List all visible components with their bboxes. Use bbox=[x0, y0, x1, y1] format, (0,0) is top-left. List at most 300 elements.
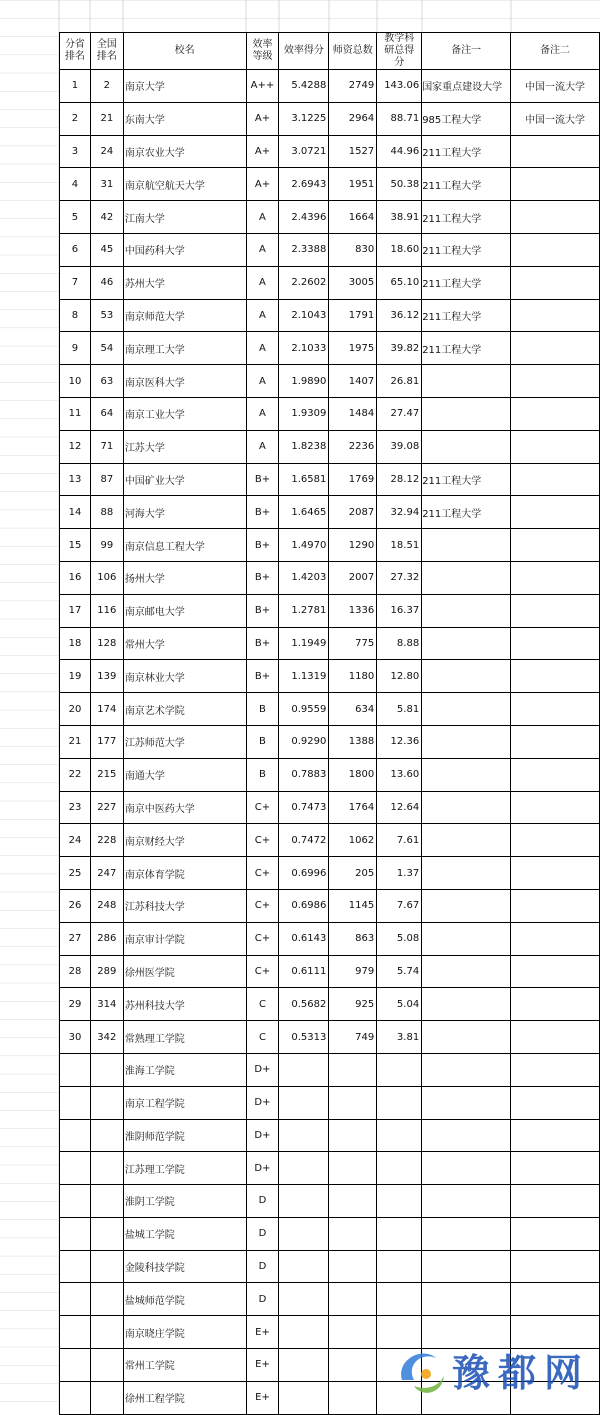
cell-grade[interactable]: A+ bbox=[246, 135, 279, 168]
cell-note2[interactable] bbox=[511, 955, 600, 988]
cell-school[interactable]: 江苏师范大学 bbox=[123, 725, 246, 758]
header-school[interactable]: 校名 bbox=[123, 33, 246, 70]
cell-prov-rank[interactable]: 24 bbox=[60, 824, 91, 857]
cell-note1[interactable] bbox=[422, 561, 511, 594]
cell-eff[interactable] bbox=[279, 1119, 329, 1152]
cell-eff[interactable]: 1.9890 bbox=[279, 365, 329, 398]
header-note2[interactable]: 备注二 bbox=[511, 33, 600, 70]
cell-eff[interactable]: 1.8238 bbox=[279, 430, 329, 463]
cell-staff[interactable]: 830 bbox=[329, 233, 377, 266]
cell-grade[interactable]: E+ bbox=[246, 1349, 279, 1382]
cell-research[interactable]: 18.51 bbox=[377, 529, 422, 562]
cell-grade[interactable]: C+ bbox=[246, 857, 279, 890]
cell-grade[interactable]: B bbox=[246, 693, 279, 726]
cell-prov-rank[interactable] bbox=[60, 1152, 91, 1185]
cell-eff[interactable] bbox=[279, 1349, 329, 1382]
cell-eff[interactable]: 1.1319 bbox=[279, 660, 329, 693]
header-grade[interactable]: 效率等级 bbox=[246, 33, 279, 70]
cell-research[interactable]: 5.74 bbox=[377, 955, 422, 988]
cell-staff[interactable]: 1527 bbox=[329, 135, 377, 168]
cell-prov-rank[interactable]: 2 bbox=[60, 102, 91, 135]
cell-nat-rank[interactable]: 24 bbox=[90, 135, 123, 168]
cell-note2[interactable] bbox=[511, 824, 600, 857]
cell-research[interactable]: 44.96 bbox=[377, 135, 422, 168]
cell-grade[interactable]: A+ bbox=[246, 102, 279, 135]
cell-grade[interactable]: C+ bbox=[246, 889, 279, 922]
cell-research[interactable]: 12.64 bbox=[377, 791, 422, 824]
cell-staff[interactable]: 863 bbox=[329, 922, 377, 955]
cell-school[interactable]: 河海大学 bbox=[123, 496, 246, 529]
cell-note2[interactable] bbox=[511, 1053, 600, 1086]
cell-staff[interactable] bbox=[329, 1283, 377, 1316]
cell-research[interactable]: 88.71 bbox=[377, 102, 422, 135]
cell-research[interactable]: 39.08 bbox=[377, 430, 422, 463]
cell-nat-rank[interactable]: 247 bbox=[90, 857, 123, 890]
cell-grade[interactable]: C+ bbox=[246, 955, 279, 988]
cell-note2[interactable] bbox=[511, 660, 600, 693]
cell-nat-rank[interactable]: 88 bbox=[90, 496, 123, 529]
cell-nat-rank[interactable]: 314 bbox=[90, 988, 123, 1021]
header-research[interactable]: 教学科研总得分 bbox=[377, 33, 422, 70]
cell-nat-rank[interactable]: 21 bbox=[90, 102, 123, 135]
cell-note1[interactable] bbox=[422, 922, 511, 955]
cell-staff[interactable]: 2749 bbox=[329, 70, 377, 103]
cell-staff[interactable]: 2236 bbox=[329, 430, 377, 463]
cell-staff[interactable]: 1664 bbox=[329, 201, 377, 234]
cell-nat-rank[interactable]: 342 bbox=[90, 1021, 123, 1054]
cell-note1[interactable] bbox=[422, 955, 511, 988]
cell-note1[interactable] bbox=[422, 627, 511, 660]
cell-note1[interactable]: 211工程大学 bbox=[422, 266, 511, 299]
cell-note2[interactable] bbox=[511, 1086, 600, 1119]
cell-note1[interactable] bbox=[422, 1217, 511, 1250]
cell-prov-rank[interactable]: 16 bbox=[60, 561, 91, 594]
cell-staff[interactable]: 2087 bbox=[329, 496, 377, 529]
cell-school[interactable]: 南京财经大学 bbox=[123, 824, 246, 857]
cell-note1[interactable] bbox=[422, 1250, 511, 1283]
cell-grade[interactable]: B+ bbox=[246, 627, 279, 660]
cell-note2[interactable] bbox=[511, 857, 600, 890]
cell-staff[interactable] bbox=[329, 1381, 377, 1414]
cell-staff[interactable] bbox=[329, 1152, 377, 1185]
cell-grade[interactable]: D bbox=[246, 1217, 279, 1250]
cell-eff[interactable]: 1.9309 bbox=[279, 397, 329, 430]
cell-nat-rank[interactable] bbox=[90, 1250, 123, 1283]
cell-note2[interactable] bbox=[511, 1185, 600, 1218]
cell-nat-rank[interactable]: 2 bbox=[90, 70, 123, 103]
cell-eff[interactable]: 0.6111 bbox=[279, 955, 329, 988]
cell-staff[interactable]: 1769 bbox=[329, 463, 377, 496]
cell-note2[interactable] bbox=[511, 988, 600, 1021]
cell-staff[interactable]: 1145 bbox=[329, 889, 377, 922]
cell-note1[interactable] bbox=[422, 365, 511, 398]
cell-grade[interactable]: D+ bbox=[246, 1086, 279, 1119]
cell-grade[interactable]: D+ bbox=[246, 1053, 279, 1086]
cell-note2[interactable] bbox=[511, 791, 600, 824]
cell-research[interactable]: 5.81 bbox=[377, 693, 422, 726]
cell-eff[interactable]: 3.0721 bbox=[279, 135, 329, 168]
cell-nat-rank[interactable]: 42 bbox=[90, 201, 123, 234]
header-eff[interactable]: 效率得分 bbox=[279, 33, 329, 70]
cell-school[interactable]: 常州大学 bbox=[123, 627, 246, 660]
cell-grade[interactable]: B bbox=[246, 725, 279, 758]
cell-eff[interactable] bbox=[279, 1217, 329, 1250]
cell-eff[interactable]: 1.4203 bbox=[279, 561, 329, 594]
cell-research[interactable]: 12.80 bbox=[377, 660, 422, 693]
cell-school[interactable]: 江苏大学 bbox=[123, 430, 246, 463]
cell-prov-rank[interactable]: 3 bbox=[60, 135, 91, 168]
cell-grade[interactable]: C+ bbox=[246, 922, 279, 955]
cell-prov-rank[interactable]: 21 bbox=[60, 725, 91, 758]
cell-note1[interactable] bbox=[422, 1152, 511, 1185]
cell-nat-rank[interactable] bbox=[90, 1119, 123, 1152]
cell-prov-rank[interactable]: 13 bbox=[60, 463, 91, 496]
cell-staff[interactable] bbox=[329, 1250, 377, 1283]
cell-nat-rank[interactable]: 248 bbox=[90, 889, 123, 922]
cell-eff[interactable]: 2.2602 bbox=[279, 266, 329, 299]
cell-research[interactable] bbox=[377, 1086, 422, 1119]
cell-grade[interactable]: C bbox=[246, 988, 279, 1021]
cell-eff[interactable]: 1.2781 bbox=[279, 594, 329, 627]
cell-prov-rank[interactable]: 20 bbox=[60, 693, 91, 726]
cell-research[interactable]: 50.38 bbox=[377, 168, 422, 201]
cell-staff[interactable] bbox=[329, 1185, 377, 1218]
cell-staff[interactable]: 1800 bbox=[329, 758, 377, 791]
cell-research[interactable]: 5.04 bbox=[377, 988, 422, 1021]
cell-prov-rank[interactable]: 5 bbox=[60, 201, 91, 234]
cell-prov-rank[interactable]: 22 bbox=[60, 758, 91, 791]
cell-note1[interactable] bbox=[422, 988, 511, 1021]
cell-note1[interactable]: 211工程大学 bbox=[422, 332, 511, 365]
cell-nat-rank[interactable]: 128 bbox=[90, 627, 123, 660]
cell-grade[interactable]: A bbox=[246, 299, 279, 332]
cell-school[interactable]: 盐城工学院 bbox=[123, 1217, 246, 1250]
cell-eff[interactable]: 5.4288 bbox=[279, 70, 329, 103]
cell-eff[interactable]: 0.6143 bbox=[279, 922, 329, 955]
cell-grade[interactable]: B+ bbox=[246, 561, 279, 594]
cell-grade[interactable]: E+ bbox=[246, 1381, 279, 1414]
cell-grade[interactable]: A+ bbox=[246, 168, 279, 201]
cell-nat-rank[interactable]: 63 bbox=[90, 365, 123, 398]
cell-grade[interactable]: D+ bbox=[246, 1152, 279, 1185]
cell-prov-rank[interactable]: 17 bbox=[60, 594, 91, 627]
cell-school[interactable]: 淮海工学院 bbox=[123, 1053, 246, 1086]
cell-staff[interactable]: 3005 bbox=[329, 266, 377, 299]
cell-nat-rank[interactable] bbox=[90, 1316, 123, 1349]
cell-school[interactable]: 南京大学 bbox=[123, 70, 246, 103]
cell-school[interactable]: 南京医科大学 bbox=[123, 365, 246, 398]
cell-note1[interactable]: 211工程大学 bbox=[422, 135, 511, 168]
cell-school[interactable]: 南京晓庄学院 bbox=[123, 1316, 246, 1349]
cell-eff[interactable]: 2.6943 bbox=[279, 168, 329, 201]
cell-research[interactable] bbox=[377, 1053, 422, 1086]
cell-school[interactable]: 东南大学 bbox=[123, 102, 246, 135]
cell-note1[interactable] bbox=[422, 889, 511, 922]
cell-eff[interactable]: 2.3388 bbox=[279, 233, 329, 266]
cell-eff[interactable]: 2.1033 bbox=[279, 332, 329, 365]
cell-note2[interactable] bbox=[511, 430, 600, 463]
cell-staff[interactable]: 1336 bbox=[329, 594, 377, 627]
header-nat-rank[interactable]: 全国排名 bbox=[90, 33, 123, 70]
cell-note1[interactable] bbox=[422, 824, 511, 857]
cell-nat-rank[interactable]: 116 bbox=[90, 594, 123, 627]
cell-prov-rank[interactable] bbox=[60, 1283, 91, 1316]
cell-research[interactable]: 7.61 bbox=[377, 824, 422, 857]
cell-note2[interactable] bbox=[511, 266, 600, 299]
cell-note1[interactable]: 211工程大学 bbox=[422, 168, 511, 201]
cell-staff[interactable]: 749 bbox=[329, 1021, 377, 1054]
cell-prov-rank[interactable]: 7 bbox=[60, 266, 91, 299]
cell-nat-rank[interactable]: 54 bbox=[90, 332, 123, 365]
cell-grade[interactable]: B+ bbox=[246, 496, 279, 529]
cell-staff[interactable]: 1791 bbox=[329, 299, 377, 332]
cell-prov-rank[interactable]: 8 bbox=[60, 299, 91, 332]
cell-note2[interactable]: 中国一流大学 bbox=[511, 102, 600, 135]
cell-research[interactable]: 38.91 bbox=[377, 201, 422, 234]
cell-note2[interactable] bbox=[511, 463, 600, 496]
cell-school[interactable]: 南京艺术学院 bbox=[123, 693, 246, 726]
cell-eff[interactable]: 0.6996 bbox=[279, 857, 329, 890]
cell-eff[interactable]: 2.1043 bbox=[279, 299, 329, 332]
cell-note1[interactable]: 211工程大学 bbox=[422, 233, 511, 266]
cell-grade[interactable]: A bbox=[246, 430, 279, 463]
cell-grade[interactable]: D bbox=[246, 1185, 279, 1218]
cell-note1[interactable] bbox=[422, 1053, 511, 1086]
cell-grade[interactable]: C+ bbox=[246, 791, 279, 824]
cell-eff[interactable]: 1.1949 bbox=[279, 627, 329, 660]
cell-note2[interactable]: 中国一流大学 bbox=[511, 70, 600, 103]
cell-prov-rank[interactable]: 11 bbox=[60, 397, 91, 430]
cell-school[interactable]: 江南大学 bbox=[123, 201, 246, 234]
cell-staff[interactable]: 1290 bbox=[329, 529, 377, 562]
cell-staff[interactable] bbox=[329, 1217, 377, 1250]
cell-nat-rank[interactable] bbox=[90, 1185, 123, 1218]
cell-prov-rank[interactable]: 28 bbox=[60, 955, 91, 988]
cell-research[interactable] bbox=[377, 1185, 422, 1218]
cell-note1[interactable] bbox=[422, 857, 511, 890]
cell-note2[interactable] bbox=[511, 1119, 600, 1152]
cell-school[interactable]: 淮阴工学院 bbox=[123, 1185, 246, 1218]
cell-note1[interactable] bbox=[422, 1021, 511, 1054]
cell-staff[interactable]: 2007 bbox=[329, 561, 377, 594]
cell-grade[interactable]: D bbox=[246, 1250, 279, 1283]
cell-staff[interactable]: 1180 bbox=[329, 660, 377, 693]
cell-school[interactable]: 苏州大学 bbox=[123, 266, 246, 299]
cell-note1[interactable] bbox=[422, 1185, 511, 1218]
cell-school[interactable]: 常州工学院 bbox=[123, 1349, 246, 1382]
cell-research[interactable]: 8.88 bbox=[377, 627, 422, 660]
cell-school[interactable]: 扬州大学 bbox=[123, 561, 246, 594]
cell-eff[interactable] bbox=[279, 1381, 329, 1414]
cell-staff[interactable]: 634 bbox=[329, 693, 377, 726]
cell-note2[interactable] bbox=[511, 594, 600, 627]
cell-grade[interactable]: A++ bbox=[246, 70, 279, 103]
cell-eff[interactable] bbox=[279, 1283, 329, 1316]
cell-eff[interactable]: 0.7472 bbox=[279, 824, 329, 857]
cell-note2[interactable] bbox=[511, 1250, 600, 1283]
cell-eff[interactable] bbox=[279, 1316, 329, 1349]
cell-research[interactable]: 28.12 bbox=[377, 463, 422, 496]
cell-research[interactable] bbox=[377, 1217, 422, 1250]
cell-note2[interactable] bbox=[511, 561, 600, 594]
cell-grade[interactable]: A bbox=[246, 201, 279, 234]
cell-eff[interactable] bbox=[279, 1086, 329, 1119]
cell-staff[interactable]: 775 bbox=[329, 627, 377, 660]
cell-nat-rank[interactable]: 289 bbox=[90, 955, 123, 988]
cell-prov-rank[interactable] bbox=[60, 1053, 91, 1086]
cell-prov-rank[interactable]: 19 bbox=[60, 660, 91, 693]
cell-prov-rank[interactable]: 12 bbox=[60, 430, 91, 463]
cell-school[interactable]: 南京农业大学 bbox=[123, 135, 246, 168]
cell-prov-rank[interactable]: 15 bbox=[60, 529, 91, 562]
cell-school[interactable]: 徐州工程学院 bbox=[123, 1381, 246, 1414]
cell-staff[interactable]: 1764 bbox=[329, 791, 377, 824]
cell-note2[interactable] bbox=[511, 397, 600, 430]
cell-staff[interactable]: 1407 bbox=[329, 365, 377, 398]
cell-nat-rank[interactable] bbox=[90, 1349, 123, 1382]
cell-prov-rank[interactable]: 9 bbox=[60, 332, 91, 365]
cell-research[interactable]: 26.81 bbox=[377, 365, 422, 398]
cell-research[interactable]: 16.37 bbox=[377, 594, 422, 627]
cell-staff[interactable] bbox=[329, 1053, 377, 1086]
cell-staff[interactable]: 1388 bbox=[329, 725, 377, 758]
cell-grade[interactable]: E+ bbox=[246, 1316, 279, 1349]
cell-prov-rank[interactable] bbox=[60, 1119, 91, 1152]
cell-eff[interactable]: 0.7883 bbox=[279, 758, 329, 791]
cell-note1[interactable] bbox=[422, 1086, 511, 1119]
cell-nat-rank[interactable]: 177 bbox=[90, 725, 123, 758]
cell-research[interactable]: 36.12 bbox=[377, 299, 422, 332]
cell-staff[interactable]: 979 bbox=[329, 955, 377, 988]
cell-note1[interactable]: 211工程大学 bbox=[422, 496, 511, 529]
cell-school[interactable]: 徐州医学院 bbox=[123, 955, 246, 988]
cell-note2[interactable] bbox=[511, 233, 600, 266]
cell-note1[interactable] bbox=[422, 594, 511, 627]
cell-school[interactable]: 盐城师范学院 bbox=[123, 1283, 246, 1316]
cell-prov-rank[interactable]: 29 bbox=[60, 988, 91, 1021]
cell-research[interactable] bbox=[377, 1250, 422, 1283]
cell-prov-rank[interactable] bbox=[60, 1381, 91, 1414]
cell-school[interactable]: 淮阴师范学院 bbox=[123, 1119, 246, 1152]
cell-note1[interactable]: 985工程大学 bbox=[422, 102, 511, 135]
cell-prov-rank[interactable]: 1 bbox=[60, 70, 91, 103]
cell-prov-rank[interactable]: 4 bbox=[60, 168, 91, 201]
header-prov-rank[interactable]: 分省排名 bbox=[60, 33, 91, 70]
cell-prov-rank[interactable] bbox=[60, 1250, 91, 1283]
cell-school[interactable]: 南京体育学院 bbox=[123, 857, 246, 890]
cell-research[interactable]: 27.32 bbox=[377, 561, 422, 594]
cell-note1[interactable]: 211工程大学 bbox=[422, 463, 511, 496]
cell-nat-rank[interactable]: 174 bbox=[90, 693, 123, 726]
header-note1[interactable]: 备注一 bbox=[422, 33, 511, 70]
cell-school[interactable]: 南京工程学院 bbox=[123, 1086, 246, 1119]
cell-school[interactable]: 南京航空航天大学 bbox=[123, 168, 246, 201]
cell-nat-rank[interactable]: 87 bbox=[90, 463, 123, 496]
cell-note1[interactable] bbox=[422, 791, 511, 824]
cell-nat-rank[interactable] bbox=[90, 1381, 123, 1414]
cell-school[interactable]: 中国矿业大学 bbox=[123, 463, 246, 496]
cell-note1[interactable] bbox=[422, 725, 511, 758]
cell-grade[interactable]: D bbox=[246, 1283, 279, 1316]
cell-research[interactable] bbox=[377, 1283, 422, 1316]
cell-school[interactable]: 南京中医药大学 bbox=[123, 791, 246, 824]
cell-grade[interactable]: A bbox=[246, 397, 279, 430]
cell-school[interactable]: 南京工业大学 bbox=[123, 397, 246, 430]
cell-eff[interactable] bbox=[279, 1152, 329, 1185]
cell-staff[interactable]: 1975 bbox=[329, 332, 377, 365]
cell-note1[interactable]: 211工程大学 bbox=[422, 201, 511, 234]
cell-school[interactable]: 南京信息工程大学 bbox=[123, 529, 246, 562]
cell-research[interactable]: 5.08 bbox=[377, 922, 422, 955]
cell-note2[interactable] bbox=[511, 201, 600, 234]
cell-prov-rank[interactable]: 25 bbox=[60, 857, 91, 890]
cell-staff[interactable]: 1062 bbox=[329, 824, 377, 857]
cell-school[interactable]: 苏州科技大学 bbox=[123, 988, 246, 1021]
cell-eff[interactable]: 1.4970 bbox=[279, 529, 329, 562]
cell-research[interactable]: 18.60 bbox=[377, 233, 422, 266]
cell-nat-rank[interactable]: 139 bbox=[90, 660, 123, 693]
cell-school[interactable]: 南京审计学院 bbox=[123, 922, 246, 955]
cell-school[interactable]: 南京邮电大学 bbox=[123, 594, 246, 627]
cell-eff[interactable]: 1.6465 bbox=[279, 496, 329, 529]
cell-school[interactable]: 南京理工大学 bbox=[123, 332, 246, 365]
cell-note2[interactable] bbox=[511, 1283, 600, 1316]
cell-grade[interactable]: A bbox=[246, 365, 279, 398]
cell-eff[interactable]: 0.7473 bbox=[279, 791, 329, 824]
cell-school[interactable]: 南通大学 bbox=[123, 758, 246, 791]
cell-note2[interactable] bbox=[511, 725, 600, 758]
cell-nat-rank[interactable]: 228 bbox=[90, 824, 123, 857]
cell-note2[interactable] bbox=[511, 1152, 600, 1185]
cell-nat-rank[interactable]: 71 bbox=[90, 430, 123, 463]
cell-prov-rank[interactable]: 30 bbox=[60, 1021, 91, 1054]
cell-nat-rank[interactable] bbox=[90, 1283, 123, 1316]
cell-note1[interactable]: 211工程大学 bbox=[422, 299, 511, 332]
cell-research[interactable]: 3.81 bbox=[377, 1021, 422, 1054]
cell-nat-rank[interactable]: 215 bbox=[90, 758, 123, 791]
cell-nat-rank[interactable]: 227 bbox=[90, 791, 123, 824]
cell-prov-rank[interactable] bbox=[60, 1349, 91, 1382]
cell-grade[interactable]: B+ bbox=[246, 660, 279, 693]
cell-prov-rank[interactable]: 6 bbox=[60, 233, 91, 266]
cell-research[interactable] bbox=[377, 1152, 422, 1185]
cell-nat-rank[interactable] bbox=[90, 1053, 123, 1086]
cell-note1[interactable] bbox=[422, 529, 511, 562]
cell-staff[interactable] bbox=[329, 1349, 377, 1382]
cell-grade[interactable]: B+ bbox=[246, 463, 279, 496]
header-staff[interactable]: 师资总数 bbox=[329, 33, 377, 70]
cell-note2[interactable] bbox=[511, 529, 600, 562]
cell-eff[interactable]: 3.1225 bbox=[279, 102, 329, 135]
cell-eff[interactable] bbox=[279, 1185, 329, 1218]
cell-grade[interactable]: A bbox=[246, 233, 279, 266]
cell-staff[interactable]: 205 bbox=[329, 857, 377, 890]
cell-school[interactable]: 南京师范大学 bbox=[123, 299, 246, 332]
cell-grade[interactable]: B+ bbox=[246, 529, 279, 562]
cell-note1[interactable] bbox=[422, 1119, 511, 1152]
cell-note2[interactable] bbox=[511, 627, 600, 660]
cell-research[interactable]: 27.47 bbox=[377, 397, 422, 430]
cell-school[interactable]: 江苏科技大学 bbox=[123, 889, 246, 922]
cell-nat-rank[interactable]: 286 bbox=[90, 922, 123, 955]
cell-nat-rank[interactable]: 31 bbox=[90, 168, 123, 201]
cell-note1[interactable] bbox=[422, 430, 511, 463]
cell-note1[interactable]: 国家重点建设大学 bbox=[422, 70, 511, 103]
cell-nat-rank[interactable] bbox=[90, 1152, 123, 1185]
cell-school[interactable]: 中国药科大学 bbox=[123, 233, 246, 266]
cell-eff[interactable]: 0.9290 bbox=[279, 725, 329, 758]
cell-nat-rank[interactable] bbox=[90, 1086, 123, 1119]
